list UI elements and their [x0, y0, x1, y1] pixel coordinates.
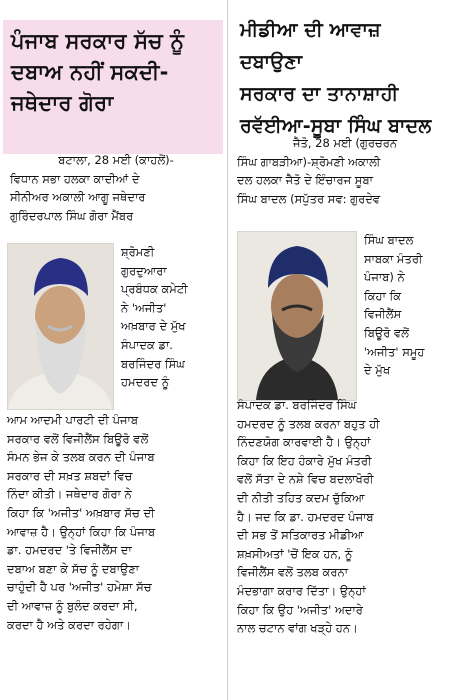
body-line: ਸ਼੍ਰੋਮਣੀ [121, 245, 155, 259]
headline-line: ਜਥੇਦਾਰ ਗੋਰਾ [11, 91, 114, 115]
body-line: ਸਾਬਕਾ ਮੰਤਰੀ [364, 251, 423, 266]
body-line: ਕਿਹਾ ਕਿ [364, 288, 402, 303]
body-line: ਵਿਜੀਲੈਂਸ [364, 307, 402, 322]
body-line: ਮੰਦਭਾਗਾ ਕਰਾਰ ਦਿੱਤਾ। ਉਨ੍ਹਾਂ [237, 583, 366, 598]
left-body-top [10, 151, 222, 225]
body-line: ਵਲੋਂ ਸੱਤਾ ਦੇ ਨਸ਼ੇ ਵਿਚ ਬਦਲਾਖੋਰੀ [237, 472, 374, 487]
dateline: ਜੈਤੋ, 28 ਮਈ (ਗੁਰਚਰਨ [292, 136, 398, 150]
left-portrait-photo [7, 243, 114, 410]
left-article [0, 0, 226, 700]
body-line: ਬਰਜਿੰਦਰ ਸਿੰਘ [121, 356, 185, 371]
body-line: ਹੈ। ਜਦ ਕਿ ਡਾ. ਹਮਦਰਦ ਪੰਜਾਬ [237, 509, 374, 524]
left-headline-box [3, 20, 223, 154]
body-line: ਗੁਰਿੰਦਰਪਾਲ ਸਿੰਘ ਗੋਰਾ ਮੈਂਬਰ [10, 208, 134, 223]
body-line: ਅਖ਼ਬਾਰ ਦੇ ਮੁੱਖ [121, 319, 186, 334]
body-line: ਗੁਰਦੁਆਰਾ [121, 263, 167, 278]
body-line: ਸੀਨੀਅਰ ਅਕਾਲੀ ਆਗੂ ਜਥੇਦਾਰ [10, 190, 146, 205]
dateline: ਬਟਾਲਾ, 28 ਮਈ (ਕਾਹਲੋਂ)- [58, 153, 174, 167]
body-line: ਸਰਕਾਰ ਵਲੋਂ ਵਿਜੀਲੈਂਸ ਬਿਊਰੋ ਵਲੋਂ [7, 431, 149, 446]
body-line: ਸਿੰਘ ਬਾਦਲ (ਸਪੁੱਤਰ ਸਵ: ਗੁਰਦੇਵ [237, 191, 381, 206]
column-divider [227, 0, 228, 700]
right-body-bottom [237, 396, 454, 638]
body-line: ਨਿੰਦਣਯੋਗ ਕਾਰਵਾਈ ਹੈ। ਉਨ੍ਹਾਂ [237, 435, 371, 450]
right-body-beside-photo [364, 231, 454, 380]
body-line: ਦੇ ਮੁੱਖ [364, 363, 391, 378]
body-line: ਨਿੰਦਾ ਕੀਤੀ। ਜਥੇਦਾਰ ਗੋਰਾ ਨੇ [7, 487, 132, 502]
body-line: ਕਿਹਾ ਕਿ ਇਹ ਹੰਕਾਰੇ ਮੁੱਖ ਮੰਤਰੀ [237, 453, 372, 468]
body-line: ਵਿਧਾਨ ਸਭਾ ਹਲਕਾ ਕਾਦੀਆਂ ਦੇ [10, 171, 140, 186]
right-portrait-photo [237, 231, 357, 401]
body-line: ਪ੍ਰਬੰਧਕ ਕਮੇਟੀ [121, 282, 188, 297]
body-line: ਕਿਹਾ ਕਿ ਉਹ 'ਅਜੀਤ' ਅਦਾਰੇ [237, 602, 363, 617]
body-line: ਕਿਹਾ ਕਿ 'ਅਜੀਤ' ਅਖ਼ਬਾਰ ਸੱਚ ਦੀ [7, 505, 155, 520]
body-line: ਦੀ ਨੀਤੀ ਤਹਿਤ ਕਦਮ ਚੁੱਕਿਆ [237, 490, 365, 505]
body-line: ਸਰਕਾਰ ਦੀ ਸਖ਼ਤ ਸ਼ਬਦਾਂ ਵਿਚ [7, 468, 133, 483]
headline-line: ਪੰਜਾਬ ਸਰਕਾਰ ਸੱਚ ਨੂੰ [11, 29, 185, 53]
body-line: ਆਵਾਜ਼ ਹੈ। ਉਨ੍ਹਾਂ ਕਿਹਾ ਕਿ ਪੰਜਾਬ [7, 524, 156, 539]
right-headline-box [232, 8, 452, 142]
body-line: ਸਿੰਘ ਬਾਦਲ [364, 233, 414, 247]
body-line: ਸਿੰਘ ਗਾਬੜੀਆ)-ਸ਼੍ਰੋਮਣੀ ਅਕਾਲੀ [237, 154, 381, 169]
left-headline [3, 20, 223, 119]
body-line: ਸੰਪਾਦਕ ਡਾ. [121, 337, 173, 352]
left-body-beside-photo [121, 243, 225, 392]
body-line: ਹਮਦਰਦ ਨੂੰ ਤਲਬ ਕਰਨਾ ਬਹੁਤ ਹੀ [237, 416, 380, 431]
body-line: ਆਮ ਆਦਮੀ ਪਾਰਟੀ ਦੀ ਪੰਜਾਬ [7, 413, 138, 427]
headline-line: ਦਬਾਅ ਨਹੀਂ ਸਕਦੀ- [11, 60, 169, 84]
body-line: ਦੀ ਆਵਾਜ਼ ਨੂੰ ਬੁਲੰਦ ਕਰਦਾ ਸੀ, [7, 598, 138, 613]
body-line: ਚਾਹੁੰਦੀ ਹੈ ਪਰ 'ਅਜੀਤ' ਹਮੇਸ਼ਾ ਸੱਚ [7, 580, 152, 595]
body-line: 'ਅਜੀਤ' ਸਮੂਹ [364, 344, 425, 359]
body-line: ਨਾਲ ਚਟਾਨ ਵਾਂਗ ਖੜ੍ਹੇ ਹਨ। [237, 621, 358, 636]
right-article [229, 0, 455, 700]
body-line: ਨੇ 'ਅਜੀਤ' [121, 300, 167, 315]
body-line: ਵਿਜੀਲੈਂਸ ਵਲੋਂ ਤਲਬ ਕਰਨਾ [237, 565, 349, 580]
body-line: ਕਰਦਾ ਹੈ ਅਤੇ ਕਰਦਾ ਰਹੇਗਾ। [7, 617, 131, 632]
left-body-bottom [7, 411, 225, 634]
body-line: ਦੀ ਸਭ ਤੋਂ ਸਤਿਕਾਰਤ ਮੀਡੀਆ [237, 528, 364, 543]
body-line: ਸੰਮਨ ਭੇਜ ਕੇ ਤਲਬ ਕਰਨ ਦੀ ਪੰਜਾਬ [7, 450, 155, 465]
body-line: ਪੰਜਾਬ) ਨੇ [364, 270, 405, 285]
body-line: ਡਾ. ਹਮਦਰਦ 'ਤੇ ਵਿਜੀਲੈਂਸ ਦਾ [7, 543, 132, 558]
headline-line: ਸਰਕਾਰ ਦਾ ਤਾਨਾਸ਼ਾਹੀ [240, 83, 399, 105]
body-line: ਬਿਊਰੋ ਵਲੋਂ [364, 325, 409, 340]
body-line: ਸ਼ਖ਼ਸੀਅਤਾਂ 'ਚੋਂ ਇਕ ਹਨ, ਨੂੰ [237, 546, 353, 561]
right-body-top [237, 134, 453, 208]
body-line: ਸੰਪਾਦਕ ਡਾ. ਬਰਜਿੰਦਰ ਸਿੰਘ [237, 398, 357, 412]
portrait-photo-icon [238, 232, 356, 400]
portrait-photo-icon [8, 244, 113, 409]
body-line: ਦਬਾਅ ਬਣਾ ਕੇ ਸੱਚ ਨੂੰ ਦਬਾਉਣਾ [7, 561, 140, 576]
headline-line: ਰਵੱਈਆ-ਸੂਬਾ ਸਿੰਘ ਬਾਦਲ [240, 115, 432, 137]
body-line: ਹਮਦਰਦ ਨੂੰ [121, 375, 170, 390]
body-line: ਦਲ ਹਲਕਾ ਜੈਤੋ ਦੇ ਇੰਚਾਰਜ ਸੂਬਾ [237, 173, 373, 188]
headline-line: ਮੀਡੀਆ ਦੀ ਆਵਾਜ਼ ਦਬਾਉਣਾ [240, 19, 381, 73]
right-headline [232, 8, 452, 142]
